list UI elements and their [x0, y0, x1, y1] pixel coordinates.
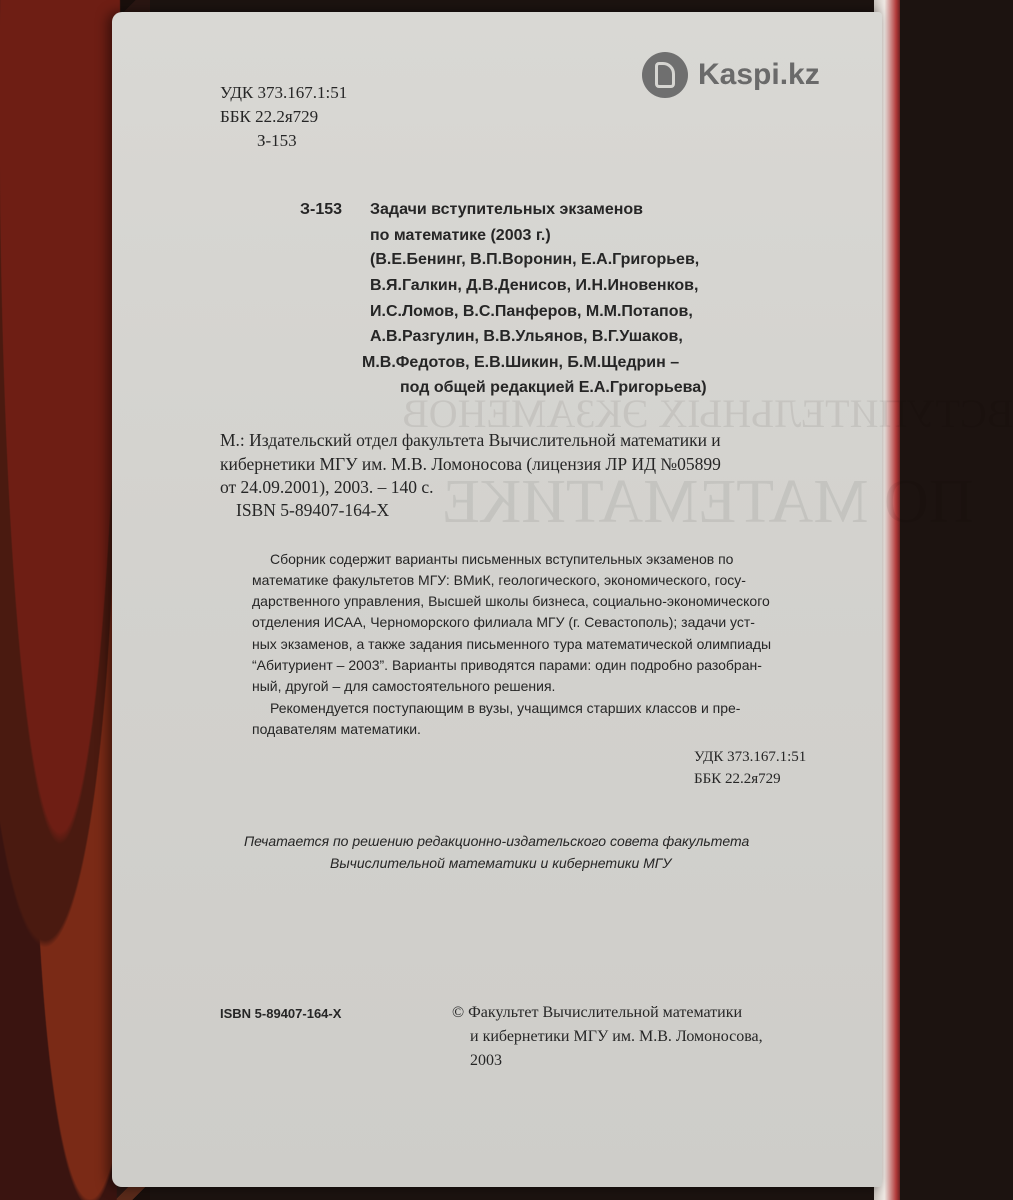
copyright-line: © Факультет Вычислительной математики [452, 1004, 743, 1021]
council-line: Вычислительной математики и кибернетики МГУ [330, 855, 672, 871]
kaspi-logo-icon [642, 52, 688, 98]
header-bbk: ББК 22.2я729 [220, 107, 319, 126]
title-line: А.В.Разгулин, В.В.Ульянов, В.Г.Ушаков, [370, 328, 683, 345]
recommend-line: подавателям математики. [252, 721, 421, 737]
title-code: З-153 [300, 201, 343, 218]
abstract-line: отделения ИСАА, Черноморского филиала МГУ (г. Севастополь); задачи уст- [252, 614, 755, 630]
imprint-isbn: ISBN 5-89407-164-Х [236, 500, 390, 520]
abstract-line: ных экзаменов, а также задания письменного тура математической олимпиады [252, 636, 772, 652]
council-line: Печатается по решению редакционно-издательского совета факультета [244, 833, 750, 849]
copyright-line: 2003 [470, 1052, 502, 1069]
header-code: З-153 [257, 131, 297, 150]
title-line: И.С.Ломов, В.С.Панферов, М.М.Потапов, [370, 303, 693, 320]
abstract-line: “Абитуриент – 2003”. Варианты приводятся парами: один подробно разобран- [252, 657, 762, 673]
title-line: В.Я.Галкин, Д.В.Денисов, И.Н.Иновенков, [370, 277, 699, 294]
abstract-line: ный, другой – для самостоятельного решения. [252, 678, 556, 694]
abstract-bbk: ББК 22.2я729 [694, 771, 781, 787]
abstract-line: дарственного управления, Высшей школы бизнеса, социально-экономического [252, 593, 770, 609]
recommend-line: Рекомендуется поступающим в вузы, учащимся старших классов и пре- [270, 700, 741, 716]
title-line: Задачи вступительных экзаменов [370, 201, 644, 218]
footer-isbn: ISBN 5-89407-164-Х [220, 1006, 342, 1021]
title-line: по математике (2003 г.) [370, 227, 551, 244]
watermark-text: Kaspi.kz [698, 58, 820, 91]
kaspi-watermark [642, 50, 820, 100]
header-udk: УДК 373.167.1:51 [220, 83, 348, 102]
show-through-text: ПО МАТЕМАТИКЕ [442, 468, 974, 536]
imprint-line: М.: Издательский отдел факультета Вычислительной математики и [220, 430, 721, 450]
imprint-line: кибернетики МГУ им. М.В. Ломоносова (лицензия ЛР ИД №05899 [220, 454, 721, 474]
book-page [112, 12, 1013, 1187]
imprint-line: от 24.09.2001), 2003. – 140 с. [220, 477, 434, 497]
abstract-line: математике факультетов МГУ: ВМиК, геологического, экономического, госу- [252, 572, 746, 588]
abstract-line: Сборник содержит варианты письменных вступительных экзаменов по [270, 551, 734, 567]
title-line: (В.Е.Бенинг, В.П.Воронин, Е.А.Григорьев, [370, 251, 700, 268]
title-line: под общей редакцией Е.А.Григорьева) [400, 379, 707, 396]
title-line: М.В.Федотов, Е.В.Шикин, Б.М.Щедрин – [362, 354, 680, 371]
show-through-text: ВСТУПИТЕЛЬНЫХ ЭКЗАМЕНОВ [402, 391, 1013, 436]
copyright-line: и кибернетики МГУ им. М.В. Ломоносова, [470, 1028, 763, 1045]
abstract-udk: УДК 373.167.1:51 [694, 749, 807, 765]
